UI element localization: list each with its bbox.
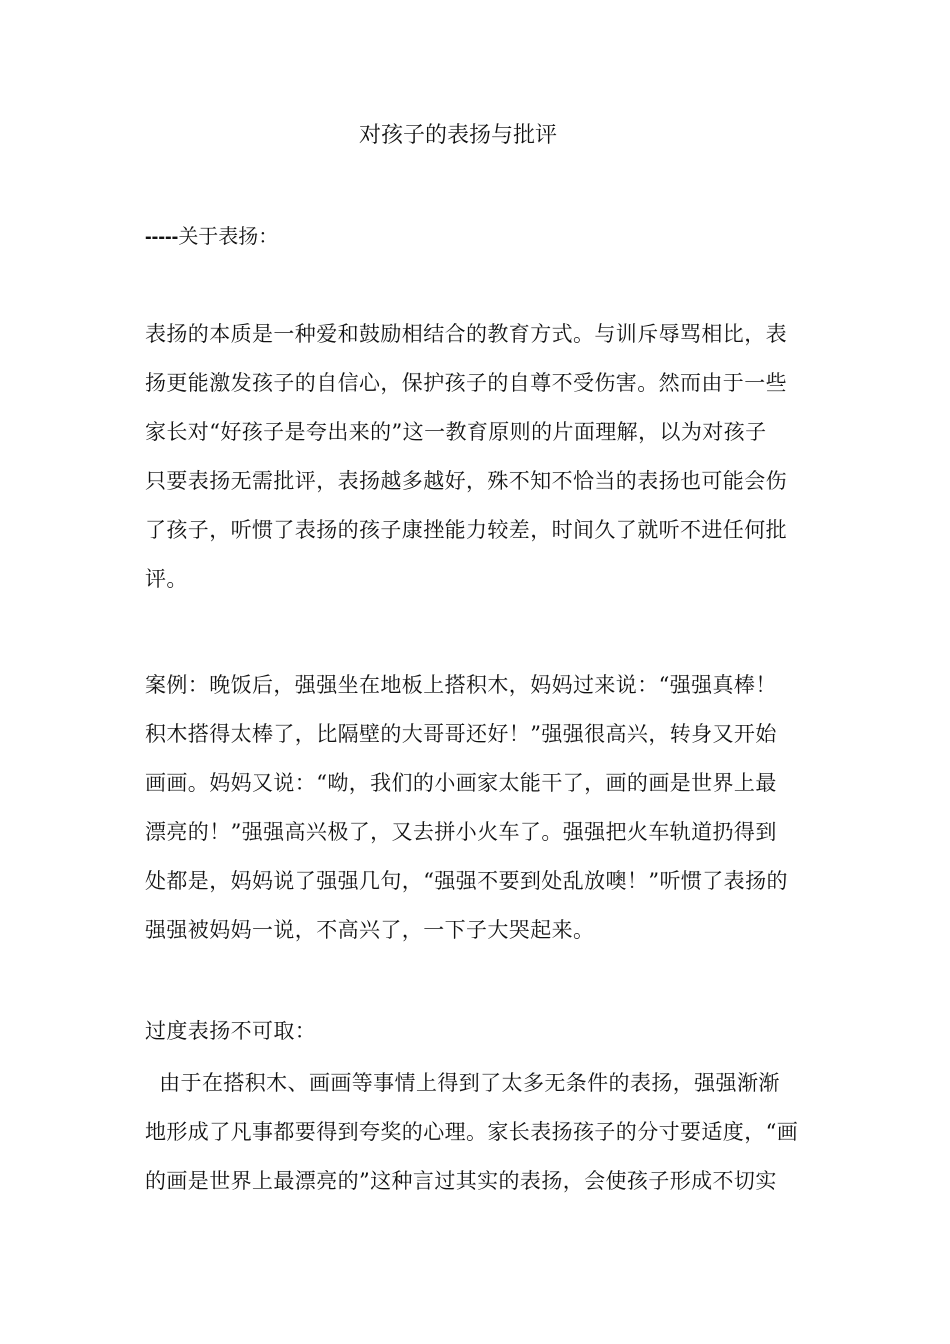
paragraph-line: 由于在搭积木、画画等事情上得到了太多无条件的表扬，强强渐渐 <box>145 1071 780 1095</box>
paragraph-line: 过度表扬不可取： <box>145 1019 317 1043</box>
paragraph-line: 了孩子，听惯了表扬的孩子康挫能力较差，时间久了就听不进任何批 <box>145 518 787 542</box>
paragraph-line: 积木搭得太棒了，比隔壁的大哥哥还好！”强强很高兴，转身又开始 <box>145 722 777 746</box>
paragraph-excessive-praise <box>145 1059 810 1206</box>
paragraph-line: 只要表扬无需批评，表扬越多越好，殊不知不恰当的表扬也可能会伤 <box>145 469 787 493</box>
paragraph-line: 强强被妈妈一说，不高兴了，一下子大哭起来。 <box>145 918 595 942</box>
section-heading <box>145 220 278 253</box>
subheading-excessive-praise <box>145 1007 810 1056</box>
paragraph-line: 处都是，妈妈说了强强几句，“强强不要到处乱放噢！”听惯了表扬的 <box>145 869 788 893</box>
paragraph-line: 家长对“好孩子是夸出来的”这一教育原则的片面理解，以为对孩子 <box>145 420 767 444</box>
paragraph-line: 案例：晚饭后，强强坐在地板上搭积木，妈妈过来说：“强强真棒！ <box>145 673 777 697</box>
section-heading-dashes: ----- <box>145 226 179 248</box>
paragraph-line: 表扬的本质是一种爱和鼓励相结合的教育方式。与训斥辱骂相比，表 <box>145 322 787 346</box>
paragraph-line: 画画。妈妈又说：“呦，我们的小画家太能干了，画的画是世界上最 <box>145 771 777 795</box>
paragraph-praise-essence <box>145 310 810 604</box>
paragraph-line: 漂亮的！”强强高兴极了，又去拼小火车了。强强把火车轨道扔得到 <box>145 820 777 844</box>
paragraph-line: 扬更能激发孩子的自信心，保护孩子的自尊不受伤害。然而由于一些 <box>145 371 787 395</box>
paragraph-line: 地形成了凡事都要得到夸奖的心理。家长表扬孩子的分寸要适度，“画 <box>145 1120 799 1144</box>
document-title: 对孩子的表扬与批评 <box>358 123 557 148</box>
section-heading-label: 关于表扬： <box>178 224 279 248</box>
paragraph-line: 评。 <box>145 567 188 591</box>
paragraph-line: 的画是世界上最漂亮的”这种言过其实的表扬，会使孩子形成不切实 <box>145 1169 777 1193</box>
paragraph-case-example <box>145 661 810 955</box>
